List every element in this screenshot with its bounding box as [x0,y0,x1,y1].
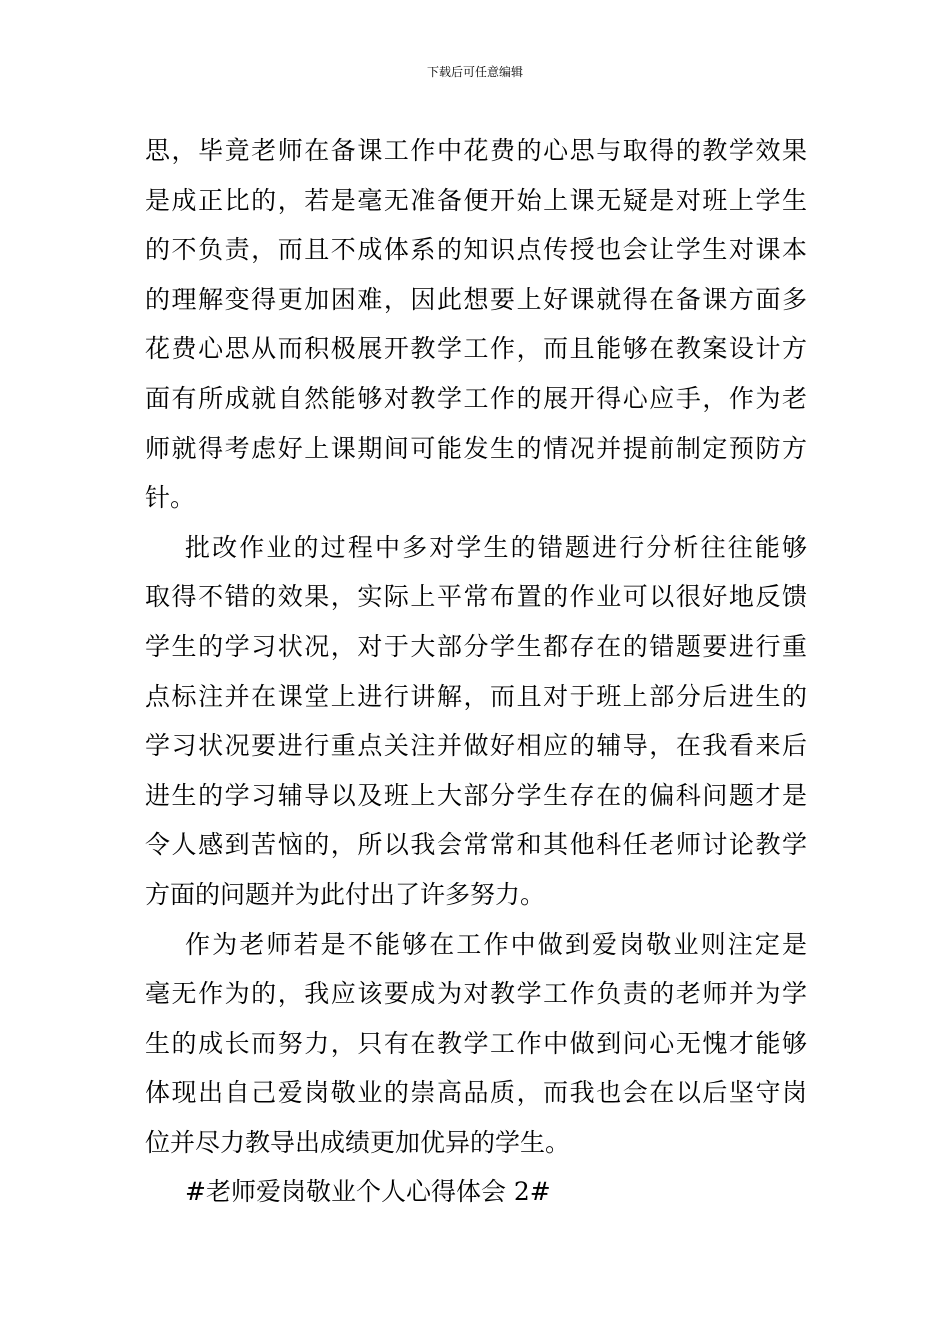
text-line: 体现出自己爱岗敬业的崇高品质，而我也会在以后坚守岗 [145,1078,807,1108]
text-line: 方面的问题并为此付出了许多努力。 [145,879,546,909]
text-line: 作为老师若是不能够在工作中做到爱岗敬业则注定是 [185,929,807,959]
text-line: 思，毕竟老师在备课工作中花费的心思与取得的教学效果 [145,136,807,165]
text-line: 进生的学习辅导以及班上大部分学生存在的偏科问题才是 [145,780,807,810]
text-line: 学习状况要进行重点关注并做好相应的辅导，在我看来后 [145,731,807,761]
document-body [145,126,807,1217]
paragraph [145,523,807,920]
paragraph [145,920,807,1168]
text-line: 学生的学习状况，对于大部分学生都存在的错题要进行重 [145,631,807,661]
heading-text: #老师爱岗敬业个人心得体会 2# [185,1177,551,1207]
text-line: 是成正比的，若是毫无准备便开始上课无疑是对班上学生 [145,185,807,215]
text-line: 生的成长而努力，只有在教学工作中做到问心无愧才能够 [145,1028,807,1058]
page-header: 下载后可任意编辑 [426,65,523,79]
text-line: 位并尽力教导出成绩更加优异的学生。 [145,1127,571,1157]
text-line: 面有所成就自然能够对教学工作的展开得心应手，作为老 [145,383,807,413]
text-line: 花费心思从而积极展开教学工作，而且能够在教案设计方 [145,334,807,364]
text-line: 的理解变得更加困难，因此想要上好课就得在备课方面多 [145,284,807,314]
text-line: 针。 [145,483,196,513]
text-line: 取得不错的效果，实际上平常布置的作业可以很好地反馈 [145,582,807,612]
paragraph [145,126,807,523]
text-line: 批改作业的过程中多对学生的错题进行分析往往能够 [185,532,807,562]
text-line: 毫无作为的，我应该要成为对教学工作负责的老师并为学 [145,979,807,1009]
text-line: 师就得考虑好上课期间可能发生的情况并提前制定预防方 [145,433,807,463]
text-line: 点标注并在课堂上进行讲解，而且对于班上部分后进生的 [145,681,807,711]
text-line: 令人感到苦恼的，所以我会常常和其他科任老师讨论教学 [145,830,807,860]
section-heading [145,1167,807,1217]
text-line: 的不负责，而且不成体系的知识点传授也会让学生对课本 [145,235,807,265]
